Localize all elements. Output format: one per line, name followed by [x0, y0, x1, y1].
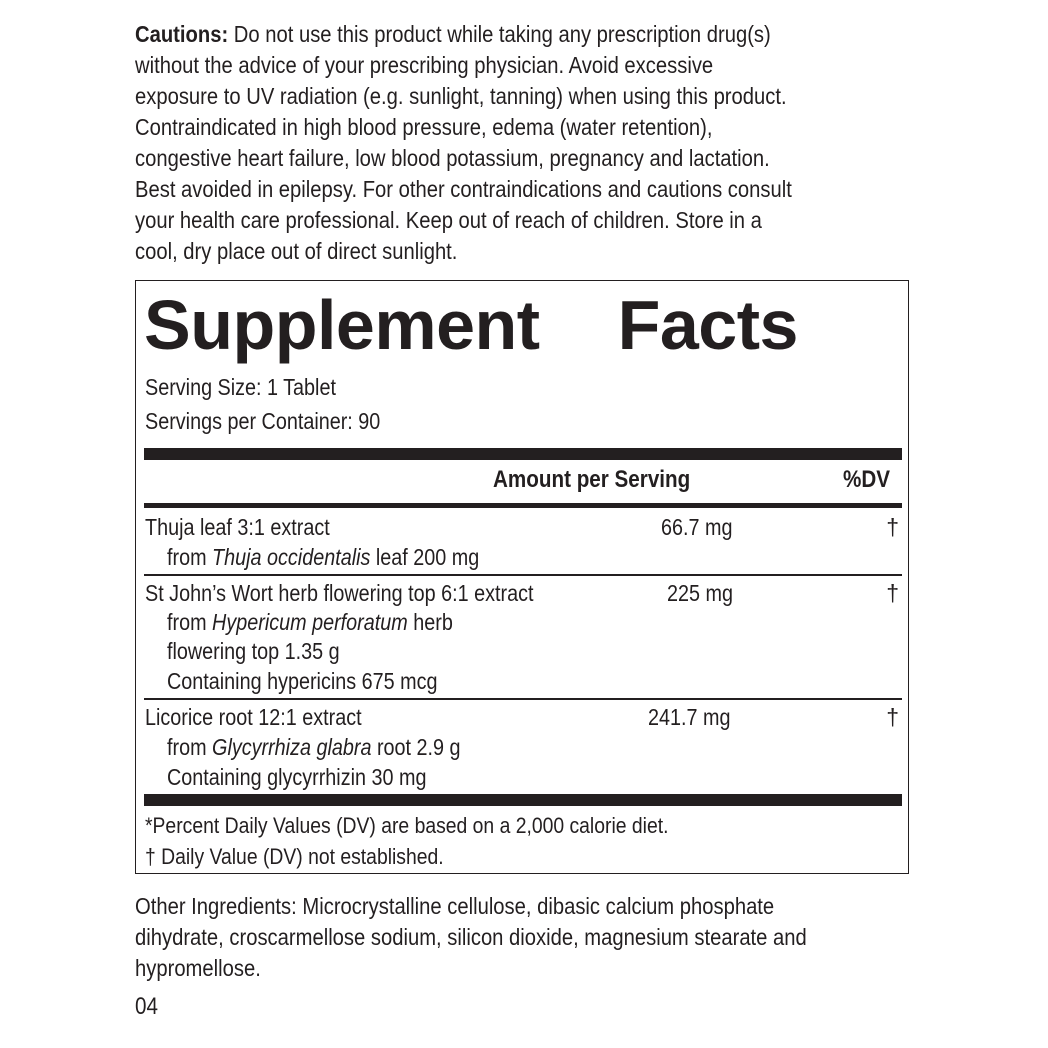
ingredient-dv: †: [886, 704, 899, 730]
ingredient-amount: 225 mg: [667, 580, 733, 606]
ingredient-source: from Thuja occidentalis leaf 200 mg: [167, 544, 480, 570]
ingredient-dv: †: [886, 580, 899, 606]
cautions-text: Do not use this product while taking any prescription drug(s): [228, 21, 771, 47]
facts-title-word: Facts: [617, 286, 798, 364]
facts-title-word: Supplement: [144, 286, 540, 364]
ingredient-containing: Containing glycyrrhizin 30 mg: [167, 764, 427, 790]
ingredient-name: Thuja leaf 3:1 extract: [145, 514, 330, 540]
cautions-line: your health care professional. Keep out of reach of children. Store in a: [135, 207, 762, 233]
page-number: 04: [135, 993, 158, 1020]
ingredient-name: Licorice root 12:1 extract: [145, 704, 362, 730]
header-amount: Amount per Serving: [493, 466, 691, 493]
row-divider: [144, 698, 902, 700]
other-ingredients-line: Other Ingredients: Microcrystalline cellulose, dibasic calcium phosphate: [135, 893, 775, 919]
ingredient-amount: 66.7 mg: [661, 514, 733, 540]
ingredient-name: St John’s Wort herb flowering top 6:1 extract: [145, 580, 534, 606]
cautions-line: exposure to UV radiation (e.g. sunlight, tanning) when using this product.: [135, 83, 787, 109]
thick-divider: [144, 448, 902, 460]
row-divider: [144, 574, 902, 576]
cautions-line: [135, 19, 909, 50]
other-ingredients-line: dihydrate, croscarmellose sodium, silicon dioxide, magnesium stearate and: [135, 924, 807, 950]
cautions-line: Best avoided in epilepsy. For other contraindications and cautions consult: [135, 176, 792, 202]
facts-title: [144, 283, 798, 367]
cautions-line: without the advice of your prescribing physician. Avoid excessive: [135, 52, 714, 78]
header-dv: %DV: [843, 466, 891, 493]
footnote-percent-dv: *Percent Daily Values (DV) are based on a 2,000 calorie diet.: [145, 813, 669, 838]
ingredient-source: from Hypericum perforatum herb: [167, 609, 453, 635]
ingredient-dv: †: [886, 514, 899, 540]
ingredient-source: from Glycyrrhiza glabra root 2.9 g: [167, 734, 461, 760]
thick-divider: [144, 794, 902, 806]
cautions-line: Contraindicated in high blood pressure, edema (water retention),: [135, 114, 713, 140]
cautions-label: Cautions:: [135, 21, 229, 47]
supplement-facts-panel: [135, 280, 909, 874]
ingredient-source-cont: flowering top 1.35 g: [167, 638, 340, 664]
medium-divider: [144, 503, 902, 508]
cautions-paragraph: [135, 19, 909, 267]
ingredient-amount: 241.7 mg: [648, 704, 731, 730]
servings-per-container: Servings per Container: 90: [145, 408, 381, 434]
other-ingredients-line: hypromellose.: [135, 955, 261, 981]
other-ingredients: [135, 891, 909, 984]
ingredient-containing: Containing hypericins 675 mcg: [167, 668, 438, 694]
serving-size: Serving Size: 1 Tablet: [145, 374, 336, 400]
cautions-line: cool, dry place out of direct sunlight.: [135, 238, 458, 264]
cautions-line: congestive heart failure, low blood potassium, pregnancy and lactation.: [135, 145, 770, 171]
footnote-dagger: † Daily Value (DV) not established.: [145, 844, 444, 869]
